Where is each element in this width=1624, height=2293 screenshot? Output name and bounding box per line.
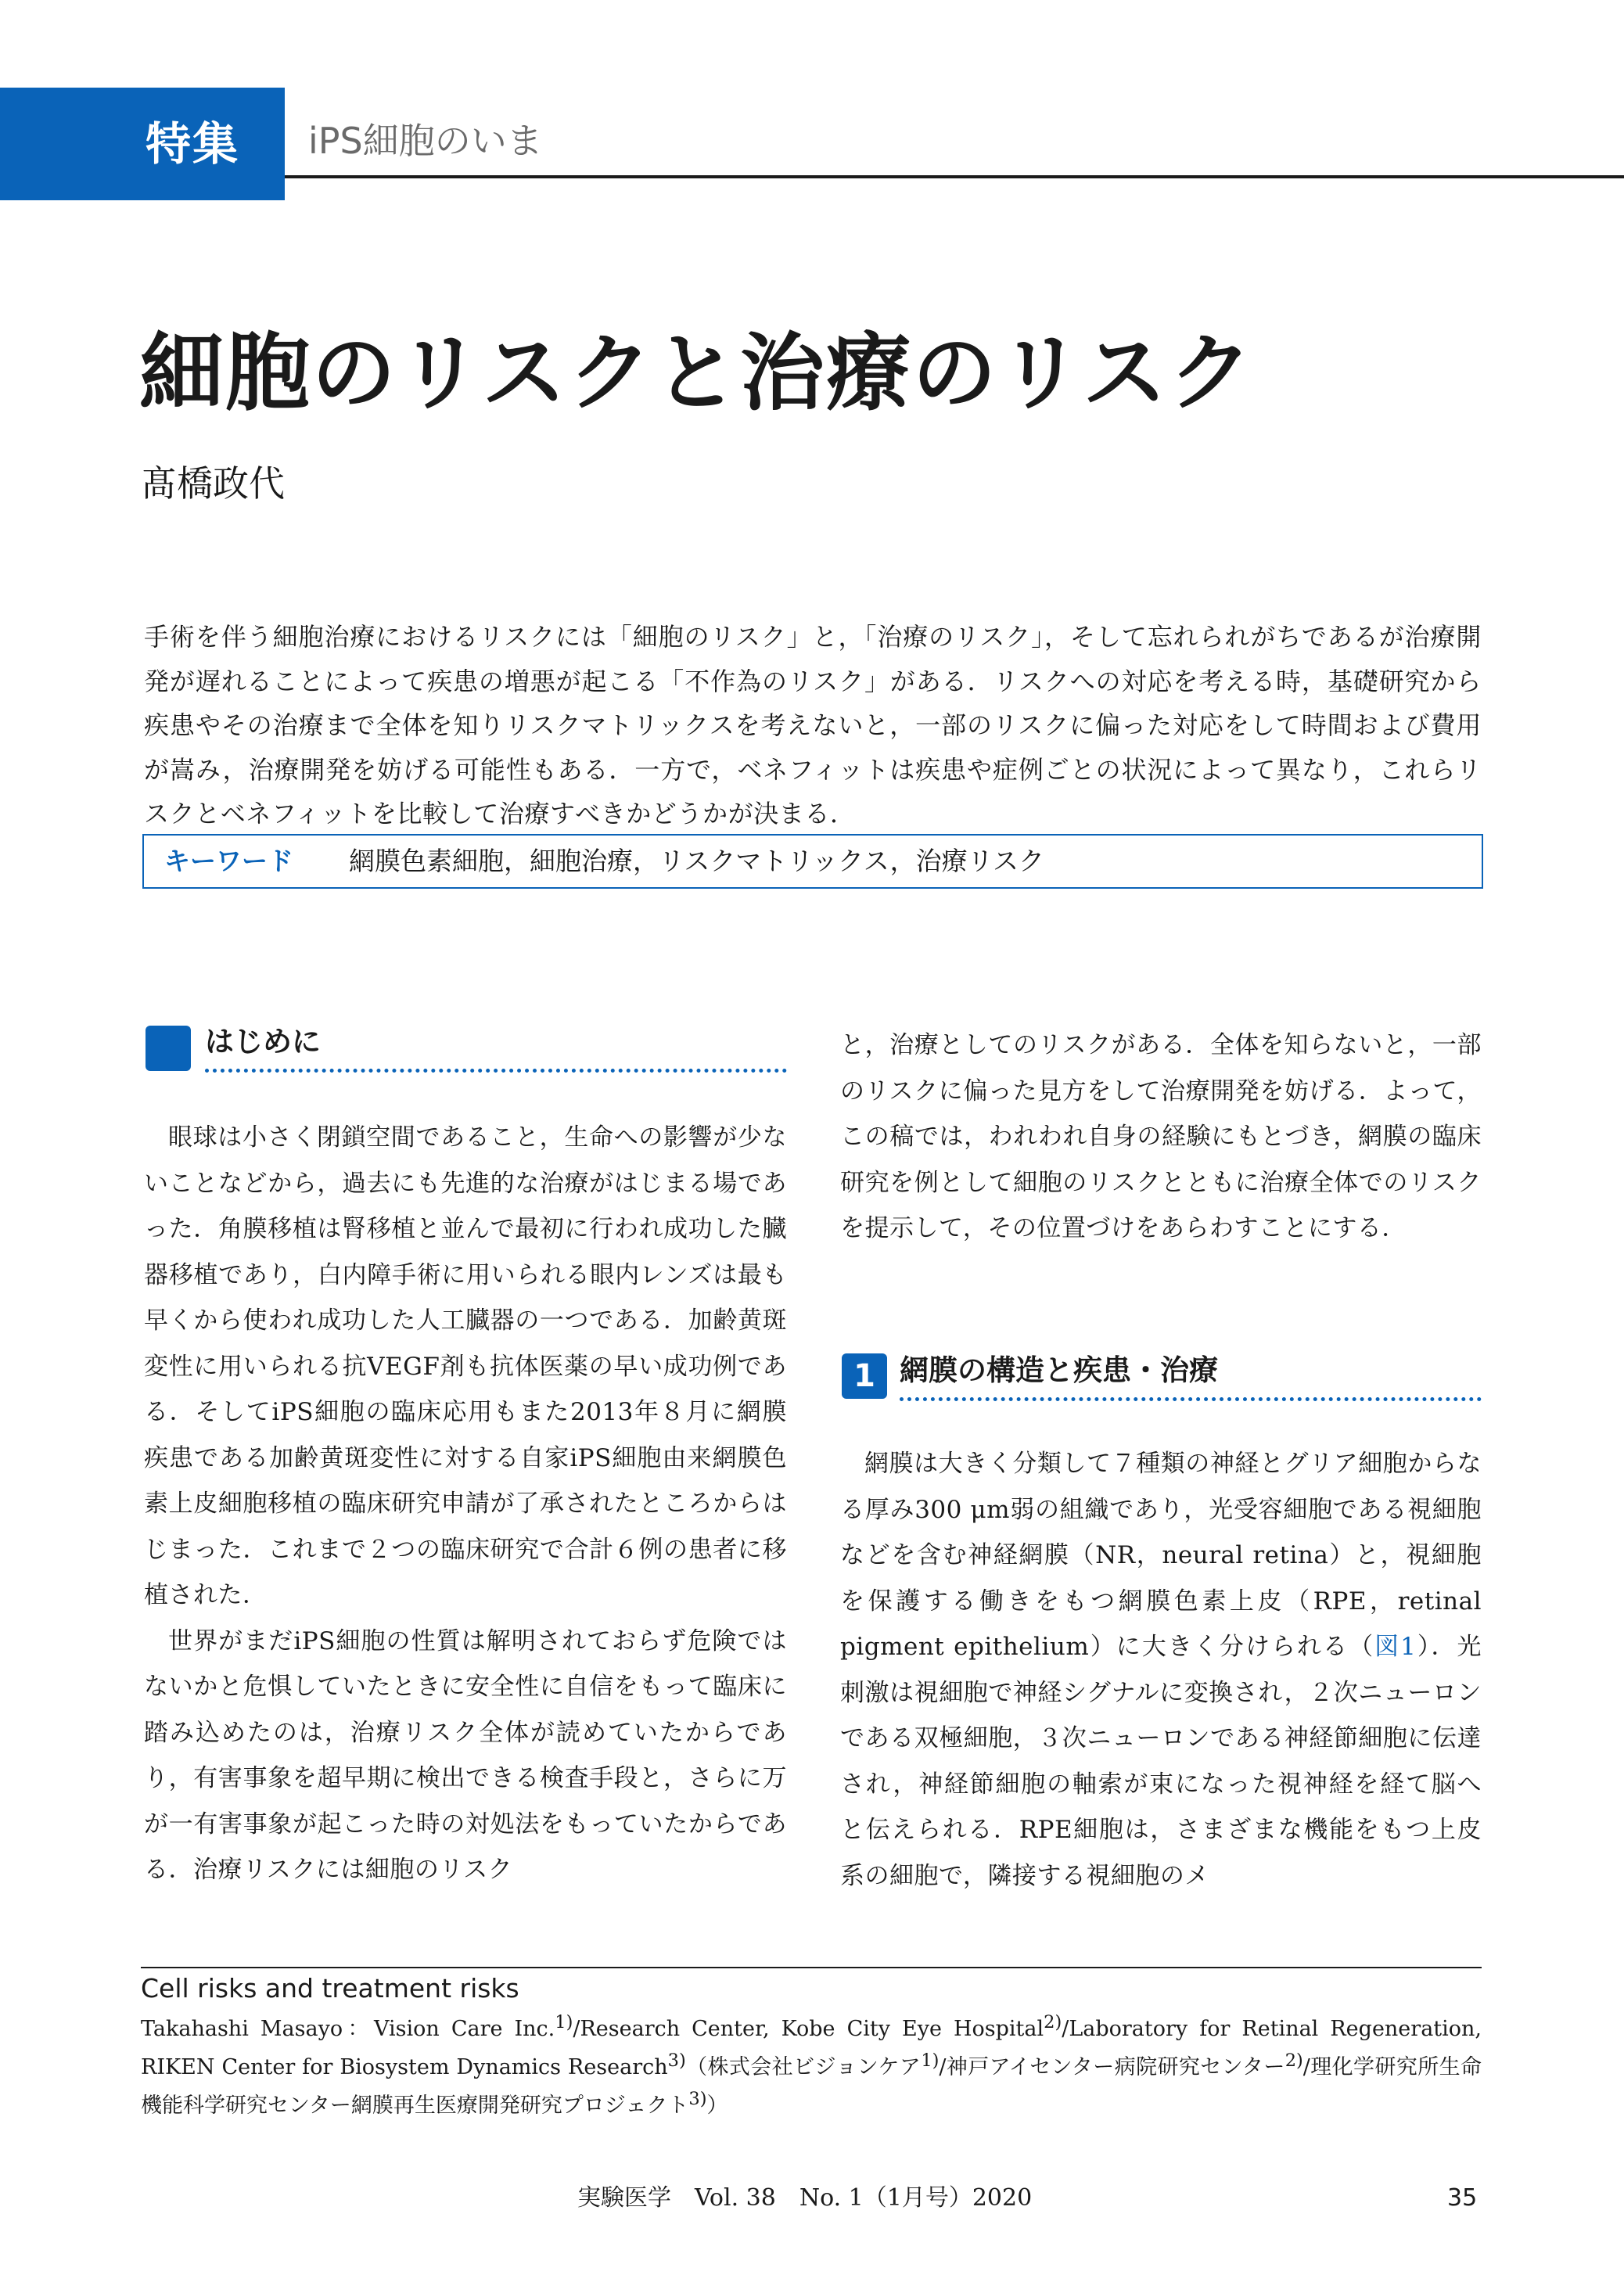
feature-label: 特集 xyxy=(0,88,285,200)
affiliation-sup: 3) xyxy=(688,2089,707,2109)
intro-paragraph-3: と，治療としてのリスクがある．全体を知らないと，一部のリスクに偏った見方をして治療開発を妨げる．よって，この稿では，われわれ自身の経験にもとづき，網膜の臨床研究を例として細胞のリスクとともに治療全体でのリスクを提示して，その位置づけをあらわすことにする． xyxy=(840,1031,1482,1242)
author-name: 髙橋政代 xyxy=(141,462,285,505)
section-heading-1: 網膜の構造と疾患・治療 xyxy=(900,1353,1218,1387)
header-rule xyxy=(285,175,1624,178)
s1-text-a: 網膜は大きく分類して７種類の神経とグリア細胞からなる厚み300 μm弱の組織であり，光受容細胞である視細胞などを含む神経網膜（NR，neural retina）と，視細胞を保護する働きをもつ網膜色素上皮（RPE，retinal pigment epithelium）に大きく分けられる（ xyxy=(840,1450,1482,1661)
right-column-top xyxy=(840,1023,1482,1252)
affiliation-part: /Research Center, Kobe City Eye Hospital xyxy=(573,2017,1044,2041)
feature-title: iPS細胞のいま xyxy=(308,120,543,162)
affiliation-part: /理化学研究所生命機能科学研究センター網膜再生医療開発研究プロジェクト xyxy=(141,2055,1482,2118)
abstract: 手術を伴う細胞治療におけるリスクには「細胞のリスク」と，「治療のリスク」，そして忘れられがちであるが治療開発が遅れることによって疾患の増悪が起こる「不作為のリスク」がある．リスクへの対応を考える時，基礎研究から疾患やその治療まで全体を知りリスクマトリックスを考えないと，一部のリスクに偏った対応をして時間および費用が嵩み，治療開発を妨げる可能性もある．一方で，ベネフィットは疾患や症例ごとの状況によって異なり，これらリスクとベネフィットを比較して治療すべきかどうかが決まる． xyxy=(144,622,1482,828)
right-column-bottom xyxy=(840,1441,1482,1899)
affiliation-sup: 2) xyxy=(1044,2012,1062,2032)
affiliation xyxy=(141,2007,1482,2122)
section-marker-icon xyxy=(146,1026,191,1071)
affiliation-sup: 2) xyxy=(1284,2050,1303,2071)
affiliation-part: ） xyxy=(706,2094,728,2118)
keywords-text: 網膜色素細胞，細胞治療，リスクマトリックス，治療リスク xyxy=(349,846,1045,876)
section-underline xyxy=(900,1397,1482,1401)
english-title: Cell risks and treatment risks xyxy=(141,1973,519,2004)
affiliation-part: /神戸アイセンター病院研究センター xyxy=(939,2055,1285,2079)
affiliation-part: （株式会社ビジョンケア xyxy=(685,2055,922,2079)
affiliation-sup: 3) xyxy=(667,2050,686,2071)
journal-citation: 実験医学 Vol. 38 No. 1（1月号）2020 xyxy=(577,2184,1033,2212)
s1-text-b: ）．光刺激は視細胞で神経シグナルに変換され，２次ニューロンである双極細胞，３次ニューロンである神経節細胞に伝達され，神経節細胞の軸索が束になった視神経を経て脳へと伝えられる．RPE細胞は，さまざまな機能をもつ上皮系の細胞で，隣接する視細胞のメ xyxy=(840,1633,1482,1890)
section-underline xyxy=(205,1069,787,1073)
affiliation-sup: 1) xyxy=(921,2050,940,2071)
left-column xyxy=(144,1115,787,1893)
s1-paragraph-1 xyxy=(840,1441,1482,1899)
footer-rule xyxy=(141,1967,1482,1968)
section-heading-intro: はじめに xyxy=(205,1025,321,1058)
keywords-label: キーワード xyxy=(164,846,293,876)
figure-reference-link[interactable]: 図1 xyxy=(1374,1633,1417,1661)
affiliation-part: Takahashi Masayo：Vision Care Inc. xyxy=(141,2017,555,2041)
keywords-box xyxy=(142,834,1483,889)
article-title: 細胞のリスクと治療のリスク xyxy=(139,325,1255,422)
affiliation-sup: 1) xyxy=(555,2012,573,2032)
section-number-badge: 1 xyxy=(842,1353,887,1399)
affiliation-part: /Laboratory for Retinal Regeneration, RIKEN Center for Biosystem Dynamics Research xyxy=(141,2017,1482,2079)
intro-paragraph-2: 世界がまだiPS細胞の性質は解明されておらず危険ではないかと危惧していたときに安全性に自信をもって臨床に踏み込めたのは，治療リスク全体が読めていたからであり，有害事象を超早期に検出できる検査手段と，さらに万が一有害事象が起こった時の対処法をもっていたからである．治療リスクには細胞のリスク xyxy=(144,1626,787,1884)
intro-paragraph-1: 眼球は小さく閉鎖空間であること，生命への影響が少ないことなどから，過去にも先進的な治療がはじまる場であった．角膜移植は腎移植と並んで最初に行われ成功した臓器移植であり，白内障手術に用いられる眼内レンズは最も早くから使われ成功した人工臓器の一つである．加齢黄斑変性に用いられる抗VEGF剤も抗体医薬の早い成功例である．そしてiPS細胞の臨床応用もまた2013年８月に網膜疾患である加齢黄斑変性に対する自家iPS細胞由来網膜色素上皮細胞移植の臨床研究申請が了承されたところからはじまった．これまで２つの臨床研究で合計６例の患者に移植された． xyxy=(144,1123,787,1609)
page-number: 35 xyxy=(1447,2184,1478,2212)
